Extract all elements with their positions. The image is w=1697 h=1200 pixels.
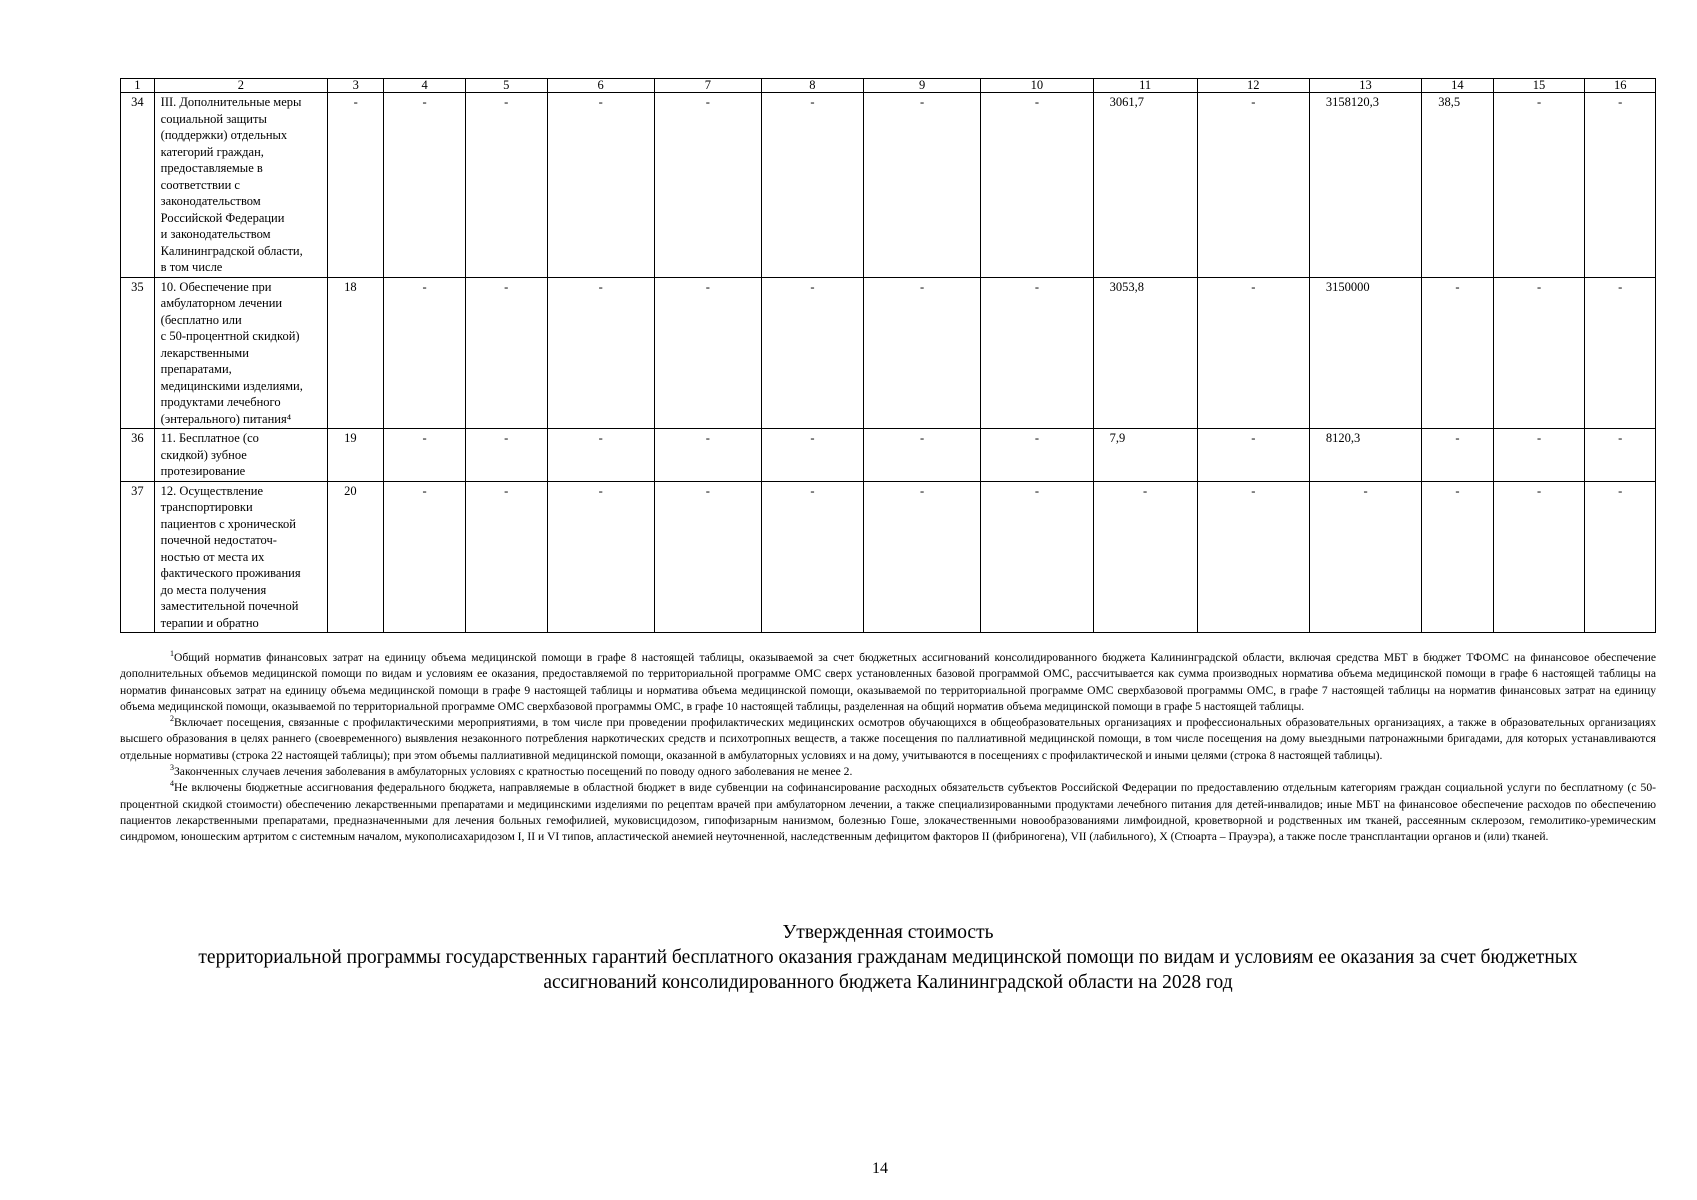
heading-line-3: ассигнований консолидированного бюджета Калининградской области на 2028 год <box>543 972 1233 993</box>
cost-table <box>120 78 1656 633</box>
value-cell: - <box>1585 277 1656 429</box>
value-cell: - <box>863 93 980 278</box>
row-name-cell: 10. Обеспечение при амбулаторном лечении (бесплатно или с 50-процентной скидкой) лекарственными препаратами, медицинскими изделиями, продуктами лечебного (энтерального) питания⁴ <box>154 277 328 429</box>
value-cell: - <box>761 429 863 482</box>
value-cell: - <box>547 277 654 429</box>
value-cell: 18 <box>328 277 384 429</box>
value-cell: - <box>547 93 654 278</box>
footnote <box>120 715 1656 764</box>
footnote-mark: 4 <box>170 779 174 789</box>
column-number-header: 16 <box>1585 79 1656 93</box>
value-cell: 3053,8 <box>1093 277 1197 429</box>
value-cell: - <box>547 429 654 482</box>
value-cell: - <box>863 481 980 633</box>
value-cell: - <box>761 93 863 278</box>
value-cell: - <box>1585 481 1656 633</box>
table-row <box>121 93 1656 278</box>
value-cell: - <box>1197 429 1309 482</box>
value-cell: - <box>981 481 1093 633</box>
value-cell: - <box>1197 481 1309 633</box>
row-number-cell: 36 <box>121 429 155 482</box>
value-cell: 20 <box>328 481 384 633</box>
value-cell: - <box>981 429 1093 482</box>
value-cell: - <box>1585 429 1656 482</box>
value-cell: - <box>465 93 547 278</box>
value-cell: - <box>654 93 761 278</box>
footnote <box>120 650 1656 715</box>
footnote-text: Законченных случаев лечения заболевания в амбулаторных условиях с кратностью посещений по поводу одного заболевания не менее 2. <box>174 765 853 779</box>
value-cell: 3158120,3 <box>1309 93 1421 278</box>
value-cell: - <box>863 277 980 429</box>
column-number-header: 8 <box>761 79 863 93</box>
row-number-cell: 37 <box>121 481 155 633</box>
value-cell: - <box>1422 429 1493 482</box>
row-number-cell: 35 <box>121 277 155 429</box>
value-cell: - <box>384 277 466 429</box>
value-cell: - <box>465 481 547 633</box>
footnotes <box>120 650 1656 846</box>
footnote-mark: 1 <box>170 649 174 659</box>
value-cell: - <box>384 93 466 278</box>
column-number-header: 7 <box>654 79 761 93</box>
value-cell: - <box>1197 93 1309 278</box>
value-cell: - <box>1093 481 1197 633</box>
value-cell: - <box>654 429 761 482</box>
value-cell: - <box>761 277 863 429</box>
value-cell: - <box>863 429 980 482</box>
column-number-header: 14 <box>1422 79 1493 93</box>
column-number-header: 12 <box>1197 79 1309 93</box>
value-cell: - <box>1309 481 1421 633</box>
row-name-cell: III. Дополнительные меры социальной защиты (поддержки) отдельных категорий граждан, предоставляемые в соответствии с законодательством Российской Федерации и законодательством Калининградской области, в том числе <box>154 93 328 278</box>
table-header-row <box>121 79 1656 93</box>
value-cell: - <box>547 481 654 633</box>
column-number-header: 6 <box>547 79 654 93</box>
value-cell: 8120,3 <box>1309 429 1421 482</box>
value-cell: - <box>465 429 547 482</box>
page-number: 14 <box>872 1160 888 1177</box>
value-cell: - <box>1493 93 1585 278</box>
value-cell: - <box>1197 277 1309 429</box>
value-cell: - <box>981 277 1093 429</box>
value-cell: - <box>1422 277 1493 429</box>
table-row <box>121 481 1656 633</box>
value-cell: - <box>654 277 761 429</box>
value-cell: - <box>384 429 466 482</box>
value-cell: 19 <box>328 429 384 482</box>
row-name-cell: 11. Бесплатное (со скидкой) зубное протезирование <box>154 429 328 482</box>
table-body <box>121 79 1656 633</box>
column-number-header: 5 <box>465 79 547 93</box>
column-number-header: 2 <box>154 79 328 93</box>
table-row <box>121 429 1656 482</box>
value-cell: - <box>465 277 547 429</box>
footnote <box>120 764 1656 780</box>
value-cell: - <box>1493 277 1585 429</box>
heading-line-1: Утвержденная стоимость <box>782 922 994 943</box>
value-cell: 7,9 <box>1093 429 1197 482</box>
value-cell: 3061,7 <box>1093 93 1197 278</box>
section-heading <box>150 920 1626 995</box>
value-cell: - <box>1585 93 1656 278</box>
footnote <box>120 780 1656 845</box>
value-cell: - <box>384 481 466 633</box>
heading-line-2: территориальной программы государственных гарантий бесплатного оказания гражданам медицинской помощи по видам и условиям ее оказания за счет бюджетных <box>198 947 1578 968</box>
column-number-header: 4 <box>384 79 466 93</box>
value-cell: - <box>1422 481 1493 633</box>
footnote-text: Не включены бюджетные ассигнования федерального бюджета, направляемые в областной бюджет в виде субвенции на софинансирование расходных обязательств субъектов Российской Федерации по предоставлению отдельным категориям граждан социальной услуги по бесплатному (с 50-процентной скидкой стоимости) обеспечению лекарственными препаратами и медицинскими изделиями по рецептам врачей при амбулаторном лечении, а также специализированными продуктами лечебного питания для детей-инвалидов; иные МБТ на финансовое обеспечение расходов по обеспечению пациентов лекарственными препаратами, предназначенными для лечения больных гемофилией, муковисцидозом, гипофизарным нанизмом, болезнью Гоше, злокачественными новообразованиями лимфоидной, кроветворной и родственных им тканей, рассеянным склерозом, гемолитико-уремическим синдромом, юношеским артритом с системным началом, мукополисахаридозом I, II и VI типов, апластической анемией неуточненной, наследственным дефицитом факторов II (фибриногена), VII (лабильного), X (Стюарта – Прауэра), а также после трансплантации органов и (или) тканей. <box>120 781 1656 844</box>
value-cell: - <box>1493 481 1585 633</box>
value-cell: 38,5 <box>1422 93 1493 278</box>
footnote-text: Включает посещения, связанные с профилактическими мероприятиями, в том числе при проведении профилактических медицинских осмотров обучающихся в общеобразовательных организациях и профессиональных образовательных организациях, а также в образовательных организациях высшего образования в целях раннего (своевременного) выявления незаконного потребления наркотических средств и психотропных веществ, а также посещения по паллиативной медицинской помощи, в том числе посещения на дому выездными патронажными бригадами, для которых устанавливаются отдельные нормативы (строка 22 настоящей таблицы); при этом объемы паллиативной медицинской помощи, оказанной в амбулаторных условиях и на дому, учитываются в посещениях с профилактической и иными целями (строка 8 настоящей таблицы). <box>120 716 1656 762</box>
value-cell: - <box>1493 429 1585 482</box>
column-number-header: 15 <box>1493 79 1585 93</box>
value-cell: - <box>654 481 761 633</box>
column-number-header: 10 <box>981 79 1093 93</box>
column-number-header: 1 <box>121 79 155 93</box>
footnote-mark: 2 <box>170 714 174 724</box>
value-cell: - <box>761 481 863 633</box>
footnote-text: Общий норматив финансовых затрат на единицу объема медицинской помощи в графе 8 настоящей таблицы, оказываемой за счет бюджетных ассигнований консолидированного бюджета Калининградской области, включая средства МБТ в бюджет ТФОМС на финансовое обеспечение дополнительных объемов медицинской помощи по видам и условиям ее оказания, предоставляемой по территориальной программе ОМС сверх установленных базовой программой ОМС, рассчитывается как сумма производных норматива объема медицинской помощи в графе 6 настоящей таблицы на норматив финансовых затрат на единицу объема медицинской помощи в графе 9 настоящей таблицы и норматива объема медицинской помощи, оказываемой по территориальной программе ОМС сверхбазовой программы ОМС, в графе 7 настоящей таблицы на норматив финансовых затрат на единицу объема медицинской помощи, оказываемой по территориальной программе ОМС сверхбазовой программы ОМС, в графе 10 настоящей таблицы, разделенная на общий норматив объема медицинской помощи в графе 5 настоящей таблицы. <box>120 651 1656 713</box>
row-name-cell: 12. Осуществление транспортировки пациентов с хронической почечной недостаточ- ностью от места их фактического проживания до места получения заместительной почечной терапии и обратно <box>154 481 328 633</box>
column-number-header: 11 <box>1093 79 1197 93</box>
row-number-cell: 34 <box>121 93 155 278</box>
value-cell: - <box>981 93 1093 278</box>
value-cell: - <box>328 93 384 278</box>
value-cell: 3150000 <box>1309 277 1421 429</box>
column-number-header: 3 <box>328 79 384 93</box>
column-number-header: 13 <box>1309 79 1421 93</box>
table-row <box>121 277 1656 429</box>
column-number-header: 9 <box>863 79 980 93</box>
footnote-mark: 3 <box>170 763 174 773</box>
